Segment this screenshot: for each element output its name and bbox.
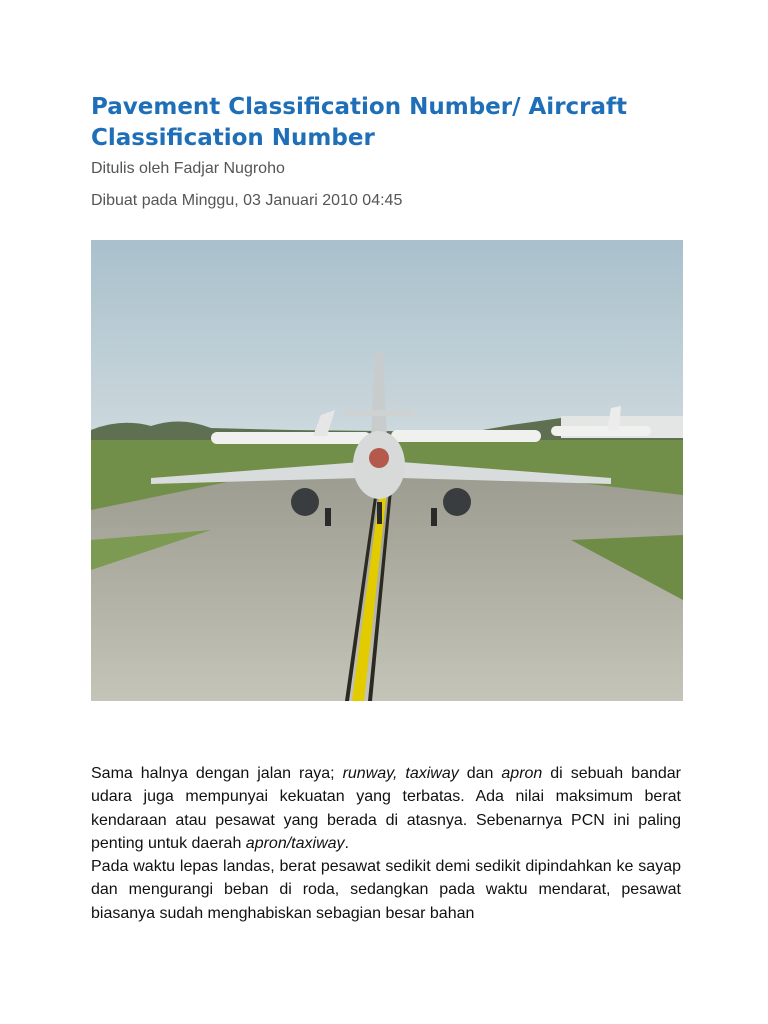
term-apron: apron [501, 765, 543, 782]
body-text: . [344, 834, 349, 852]
body-text: dan [458, 765, 502, 782]
body-paragraph-2: Pada waktu lepas landas, berat pesawat sedikit demi sedikit dipindahkan ke sayap dan mengurangi beban di roda, sedangkan pada waktu mendarat, pesawat biasanya sudah menghabiskan sebagian besar bahan [91, 858, 681, 922]
article-body [91, 762, 681, 925]
term-apron-taxiway: apron/taxiway [245, 834, 345, 852]
body-paragraph-1 [91, 762, 681, 855]
author-line: Ditulis oleh Fadjar Nugroho [91, 160, 285, 177]
date-line: Dibuat pada Minggu, 03 Januari 2010 04:45 [91, 192, 403, 209]
term-runway-taxiway: runway, taxiway [342, 765, 459, 782]
photo-illustration [91, 240, 683, 701]
body-text: Sama halnya dengan jalan raya; [91, 765, 343, 782]
airport-taxiway-photo [91, 240, 683, 701]
article-title: Pavement Classification Number/ Aircraft Classification Number [91, 94, 628, 151]
body-text: di sebuah bandar udara juga mempunyai kekuatan yang terbatas. Ada nilai maksimum berat kendaraan atau pesawat yang berada di atasnya. Sebenarnya PCN ini paling penting untuk daerah [91, 765, 681, 852]
taxiway-pavement [91, 475, 683, 701]
